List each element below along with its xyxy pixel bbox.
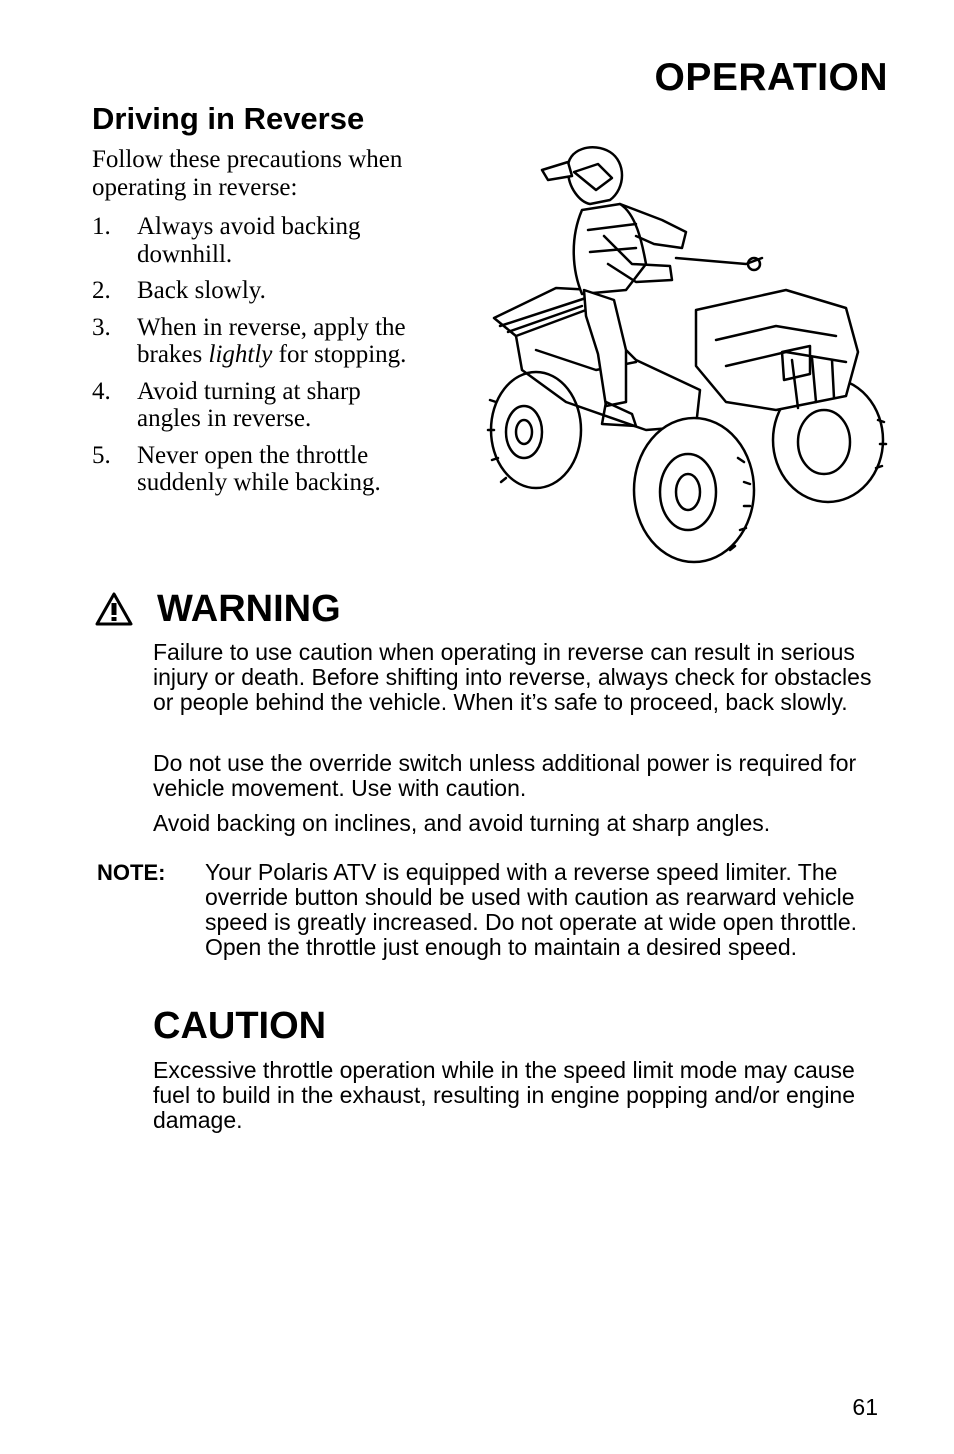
list-item [92, 378, 412, 433]
list-item [92, 277, 412, 305]
caution-title: CAUTION [153, 1005, 327, 1047]
intro-paragraph: Follow these precautions when operating in reverse: [92, 146, 403, 201]
list-item [92, 442, 412, 497]
list-item-text-end: for stopping. [272, 341, 407, 368]
atv-rider-reversing-illustration [486, 140, 892, 568]
warning-paragraph: Failure to use caution when operating in reverse can result in serious injury or death. Before shifting into reverse, always check for obstacles or people behind the vehicle. When it’s safe to proceed, back slowly. [153, 639, 872, 715]
warning-paragraph: Do not use the override switch unless additional power is required for vehicle movement. Use with caution. [153, 750, 857, 801]
list-item-number: 5. [92, 441, 111, 469]
list-item-text: Avoid turning at sharp angles in reverse. [137, 377, 361, 432]
section-header: OPERATION [654, 56, 888, 99]
page-number: 61 [852, 1394, 878, 1420]
note-label: NOTE: [97, 860, 166, 885]
warning-heading [95, 585, 341, 633]
warning-title: WARNING [157, 587, 341, 630]
list-item-number: 1. [92, 213, 111, 240]
precautions-list [92, 213, 412, 506]
list-item-text: Never open the throttle suddenly while backing. [137, 441, 381, 496]
list-item-number: 4. [92, 377, 111, 405]
list-item-number: 2. [92, 277, 111, 304]
list-item-text: Always avoid backing downhill. [137, 213, 361, 268]
list-item-number: 3. [92, 313, 111, 341]
list-item-text: Back slowly. [137, 277, 266, 304]
list-item-text-start: When in reverse, apply the brakes [137, 313, 406, 368]
list-item [92, 213, 412, 268]
note-text: Your Polaris ATV is equipped with a reverse speed limiter. The override button should be used with caution as rearward vehicle speed is greatly increased. Do not operate at wide open throttle. Open the throttle just enough to maintain a desired speed. [205, 859, 858, 960]
subsection-title: Driving in Reverse [92, 101, 365, 136]
caution-text: Excessive throttle operation while in the speed limit mode may cause fuel to build in the exhaust, resulting in engine popping and/or engine damage. [153, 1057, 856, 1133]
list-item [92, 314, 412, 369]
warning-triangle-icon [95, 592, 133, 626]
warning-paragraph: Avoid backing on inclines, and avoid turning at sharp angles. [153, 810, 771, 836]
list-item-emphasis: lightly [208, 341, 273, 368]
